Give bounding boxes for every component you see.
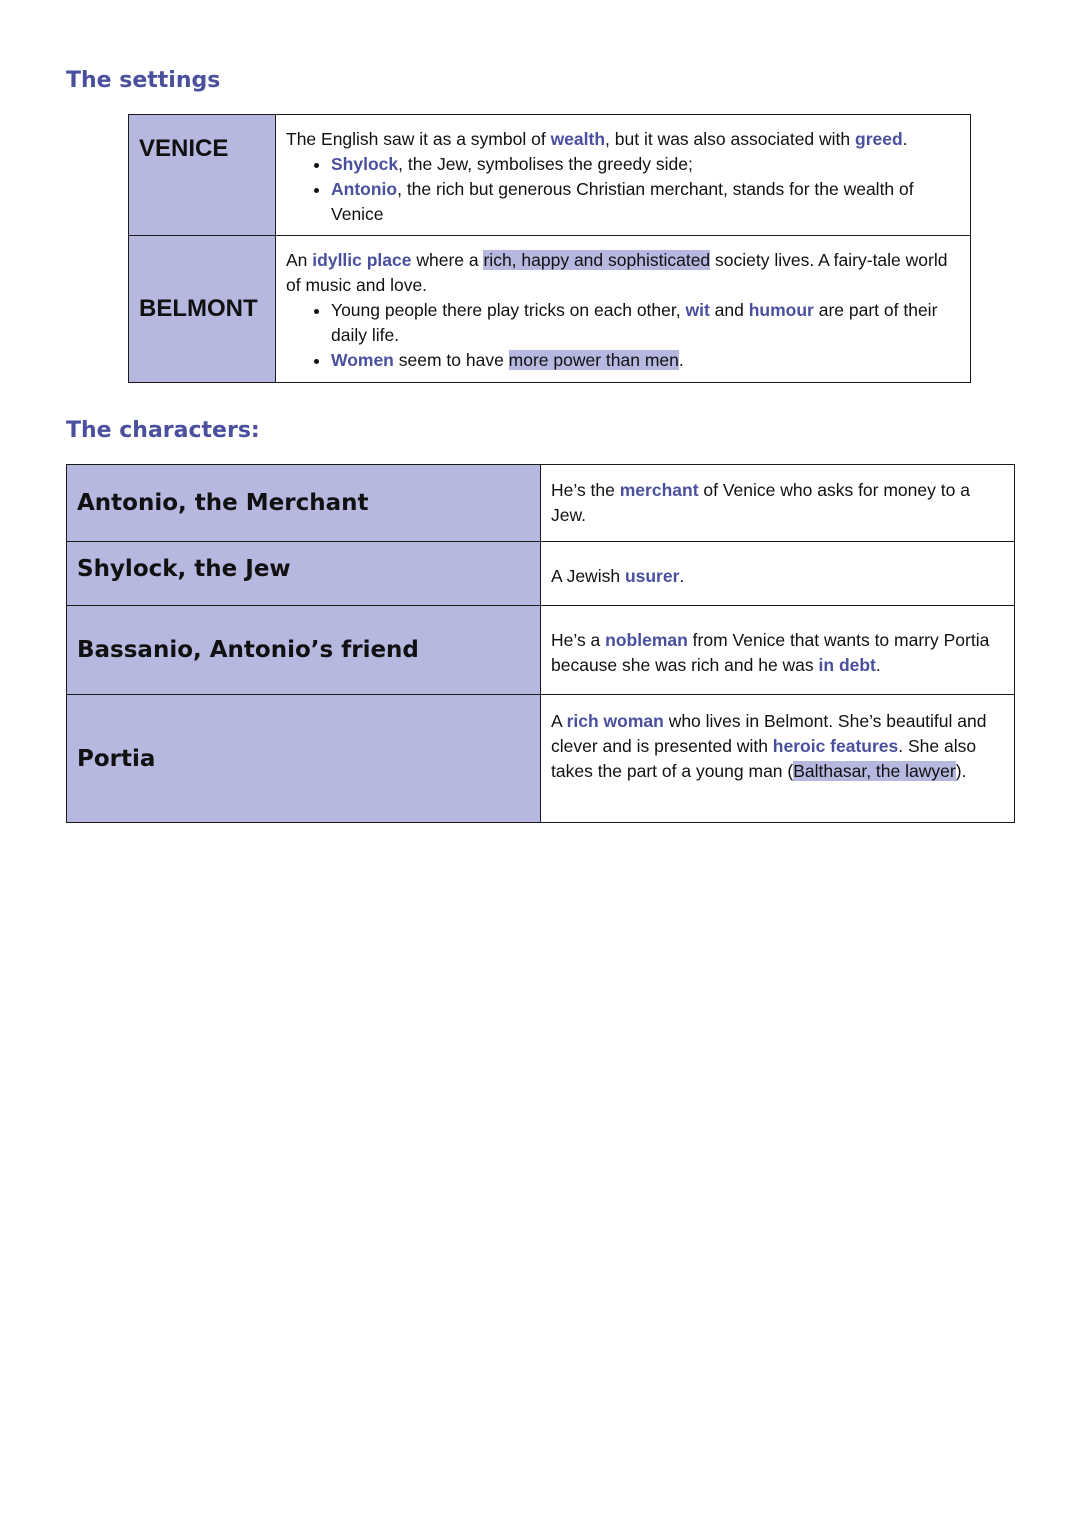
highlight-balthasar: Balthasar, the lawyer — [793, 761, 956, 781]
settings-row-belmont — [129, 236, 971, 383]
belmont-bullets — [286, 298, 958, 373]
keyword-merchant: merchant — [619, 480, 699, 500]
keyword-usurer: usurer — [624, 566, 680, 586]
character-row — [67, 465, 1015, 542]
character-description: He’s a nobleman from Venice that wants to marry Portia because she was rich and he was in debt. — [541, 606, 1015, 695]
characters-table — [66, 464, 1015, 823]
belmont-bullet-women: • Women seem to have more power than men. — [331, 348, 958, 373]
venice-description — [276, 115, 971, 236]
keyword-idyllic-place: idyllic place — [312, 250, 412, 270]
keyword-antonio: Antonio — [331, 179, 398, 199]
keyword-in-debt: in debt — [818, 655, 876, 675]
highlight-power: more power than men — [508, 350, 679, 370]
character-row — [67, 542, 1015, 606]
venice-bullet-antonio: • Antonio, the rich but generous Christian merchant, stands for the wealth of Venice — [331, 177, 958, 227]
belmont-intro: An idyllic place where a rich, happy and sophisticated society lives. A fairy-tale world of music and love. — [286, 250, 948, 295]
settings-heading: The settings — [66, 68, 221, 93]
characters-heading: The characters: — [66, 418, 260, 443]
belmont-label: BELMONT — [129, 236, 276, 383]
character-name: Portia — [67, 695, 541, 823]
character-row — [67, 695, 1015, 823]
character-name: Shylock, the Jew — [67, 542, 541, 606]
keyword-humour: humour — [748, 300, 814, 320]
settings-table — [128, 114, 971, 383]
venice-intro: The English saw it as a symbol of wealth, but it was also associated with greed. — [286, 129, 908, 149]
keyword-heroic-features: heroic features — [772, 736, 899, 756]
venice-bullet-shylock: • Shylock, the Jew, symbolises the greedy side; — [331, 152, 958, 177]
keyword-shylock: Shylock — [331, 154, 399, 174]
character-name: Bassanio, Antonio’s friend — [67, 606, 541, 695]
belmont-bullet-young-people: • Young people there play tricks on each other, wit and humour are part of their daily life. — [331, 298, 958, 348]
belmont-description — [276, 236, 971, 383]
settings-row-venice — [129, 115, 971, 236]
keyword-greed: greed — [855, 129, 903, 149]
character-row — [67, 606, 1015, 695]
keyword-wealth: wealth — [550, 129, 606, 149]
keyword-wit: wit — [685, 300, 710, 320]
character-description: He’s the merchant of Venice who asks for money to a Jew. — [541, 465, 1015, 542]
keyword-nobleman: nobleman — [605, 630, 688, 650]
keyword-rich-woman: rich woman — [566, 711, 664, 731]
keyword-women: Women — [331, 350, 394, 370]
character-description: A rich woman who lives in Belmont. She’s beautiful and clever and is presented with heroic features. She also takes the part of a young man (Balthasar, the lawyer). — [541, 695, 1015, 823]
character-description: A Jewish usurer. — [541, 542, 1015, 606]
venice-bullets — [286, 152, 958, 227]
venice-label: VENICE — [129, 115, 276, 236]
highlight-society: rich, happy and sophisticated — [483, 250, 711, 270]
character-name: Antonio, the Merchant — [67, 465, 541, 542]
